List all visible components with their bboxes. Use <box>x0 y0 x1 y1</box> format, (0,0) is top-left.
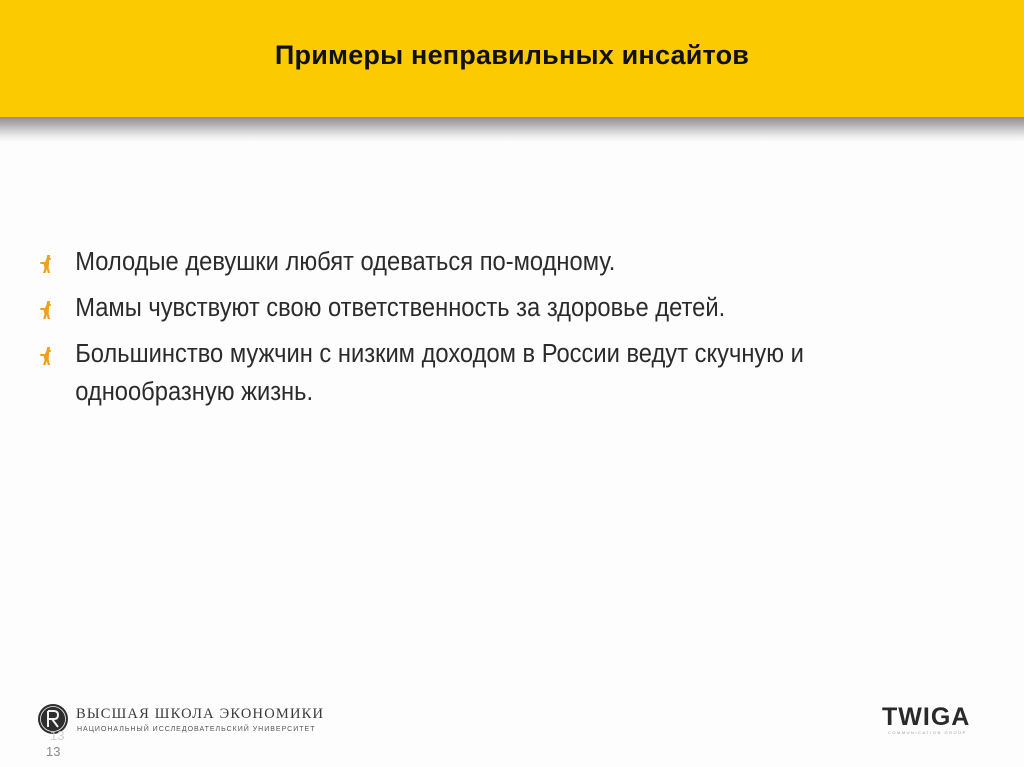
bullet-text: Большинство мужчин с низким доходом в России ведут скучную и однообразную жизнь. <box>75 340 804 406</box>
bullet-list <box>38 243 968 419</box>
hse-subtitle: НАЦИОНАЛЬНЫЙ ИССЛЕДОВАТЕЛЬСКИЙ УНИВЕРСИТЕТ <box>77 726 316 733</box>
giraffe-bullet-icon <box>38 254 53 274</box>
twiga-logo: TWIGA <box>882 703 971 731</box>
twiga-subtitle: COMMUNICATION GROUP <box>888 730 967 735</box>
page-number: 13 <box>46 744 61 759</box>
slide-title: Примеры неправильных инсайтов <box>274 40 750 70</box>
giraffe-bullet-icon <box>38 346 53 366</box>
bullet-text: Молодые девушки любят одеваться по-модному. <box>75 248 616 276</box>
title-shadow-divider <box>0 117 1024 141</box>
bullet-item <box>38 289 903 327</box>
title-bar <box>0 0 1024 117</box>
page-number-faint: 13 <box>50 728 65 743</box>
bullet-text: Мамы чувствуют свою ответственность за здоровье детей. <box>75 294 726 322</box>
hse-name: ВЫСШАЯ ШКОЛА ЭКОНОМИКИ <box>76 706 325 722</box>
giraffe-bullet-icon <box>38 300 53 320</box>
bullet-item <box>38 243 903 281</box>
content-area <box>0 141 1024 701</box>
bullet-item <box>38 335 903 411</box>
